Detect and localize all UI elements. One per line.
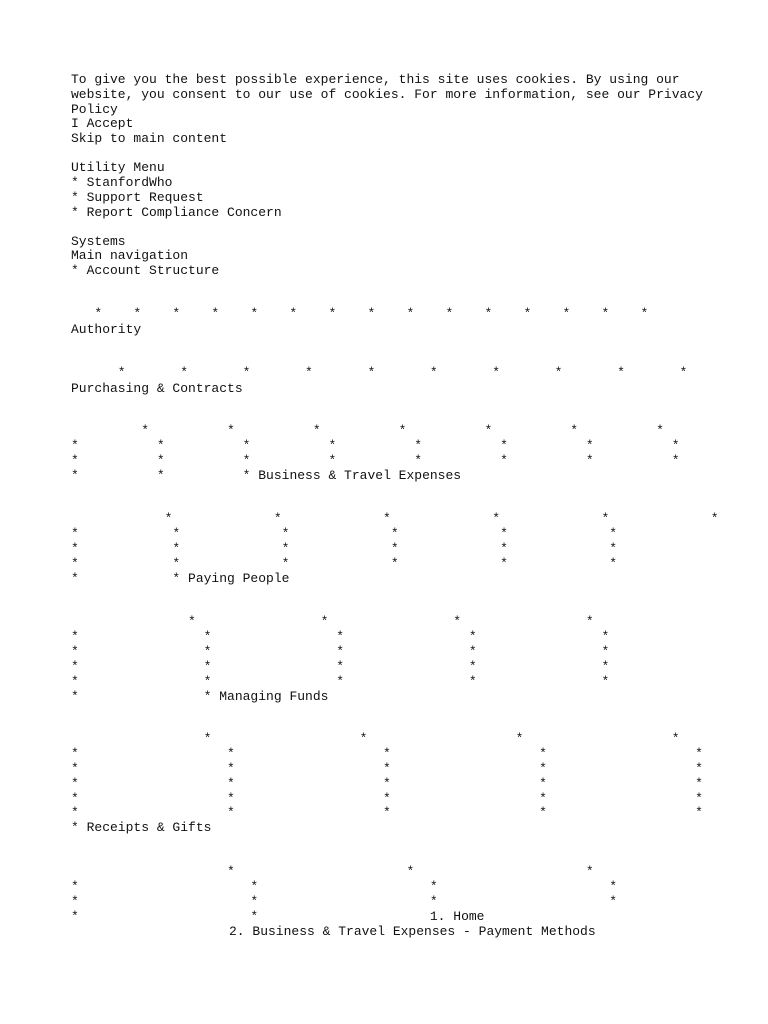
- utility-item-stanfordwho[interactable]: * StanfordWho: [71, 175, 173, 190]
- nav-item-authority[interactable]: Authority: [71, 322, 142, 337]
- nav-bullet-row: * * * * * *: [71, 511, 719, 526]
- utility-item-support-request[interactable]: * Support Request: [71, 190, 204, 205]
- main-navigation-heading: Main navigation: [71, 248, 189, 263]
- nav-bullet-row: * *: [71, 468, 243, 483]
- nav-bullet-row: * * * * *: [71, 644, 610, 659]
- utility-item-report-compliance[interactable]: * Report Compliance Concern: [71, 205, 282, 220]
- nav-bullet-row: * * * * * *: [71, 526, 618, 541]
- nav-bullet-row: * * * * * * * * * *: [71, 365, 688, 380]
- nav-row-business-travel: [71, 468, 461, 483]
- nav-item-paying-people[interactable]: * Paying People: [172, 571, 290, 586]
- nav-bullet-row: * * * * *: [71, 629, 610, 644]
- skip-to-content-link[interactable]: Skip to main content: [71, 131, 228, 146]
- nav-bullet-row: * * *: [71, 864, 594, 879]
- nav-bullet-row: * * * * *: [71, 776, 703, 791]
- privacy-policy-link[interactable]: Policy: [71, 102, 118, 117]
- site-name[interactable]: Systems: [71, 234, 126, 249]
- nav-bullet-row: * * * * *: [71, 791, 703, 806]
- breadcrumb-row: [71, 909, 484, 924]
- nav-row-paying-people: [71, 571, 289, 586]
- nav-bullet-row: * * * * *: [71, 659, 610, 674]
- nav-bullet-row: * * * * *: [71, 805, 703, 820]
- nav-bullet-row: * * * *: [71, 614, 594, 629]
- nav-bullet-row: * * * *: [71, 879, 618, 894]
- utility-menu-heading: Utility Menu: [71, 160, 165, 175]
- nav-bullet-row: * * * * * * *: [71, 423, 664, 438]
- nav-bullet-row: * *: [71, 909, 430, 924]
- nav-row-managing-funds: [71, 689, 328, 704]
- nav-item-receipts-gifts[interactable]: * Receipts & Gifts: [71, 820, 212, 835]
- nav-bullet-row: * * * * *: [71, 674, 610, 689]
- cookie-banner-text: To give you the best possible experience, this site uses cookies. By using our: [71, 72, 680, 87]
- nav-bullet-row: *: [71, 571, 173, 586]
- nav-bullet-row: * * * * *: [71, 761, 703, 776]
- nav-bullet-row: * * * * * * * * * * * * * * *: [71, 306, 649, 321]
- nav-item-account-structure[interactable]: * Account Structure: [71, 263, 220, 278]
- cookie-banner-text: website, you consent to our use of cookies. For more information, see our Privacy: [71, 87, 703, 102]
- nav-bullet-row: * * * * * *: [71, 541, 618, 556]
- nav-bullet-row: * * * * * *: [71, 556, 618, 571]
- nav-item-managing-funds[interactable]: * Managing Funds: [203, 689, 329, 704]
- nav-bullet-row: * * * * * * * *: [71, 438, 680, 453]
- breadcrumb-item-home[interactable]: 1. Home: [429, 909, 485, 924]
- nav-bullet-row: * * * * *: [71, 746, 703, 761]
- nav-bullet-row: * * * * * * * *: [71, 453, 680, 468]
- nav-bullet-row: * * * *: [71, 731, 680, 746]
- nav-item-purchasing-contracts[interactable]: Purchasing & Contracts: [71, 381, 243, 396]
- breadcrumb-item-current: 2. Business & Travel Expenses - Payment Methods: [229, 924, 596, 939]
- nav-bullet-row: *: [71, 689, 204, 704]
- nav-item-business-travel-expenses[interactable]: * Business & Travel Expenses: [242, 468, 462, 483]
- nav-bullet-row: * * * *: [71, 894, 618, 909]
- accept-cookies-button[interactable]: I Accept: [71, 116, 134, 131]
